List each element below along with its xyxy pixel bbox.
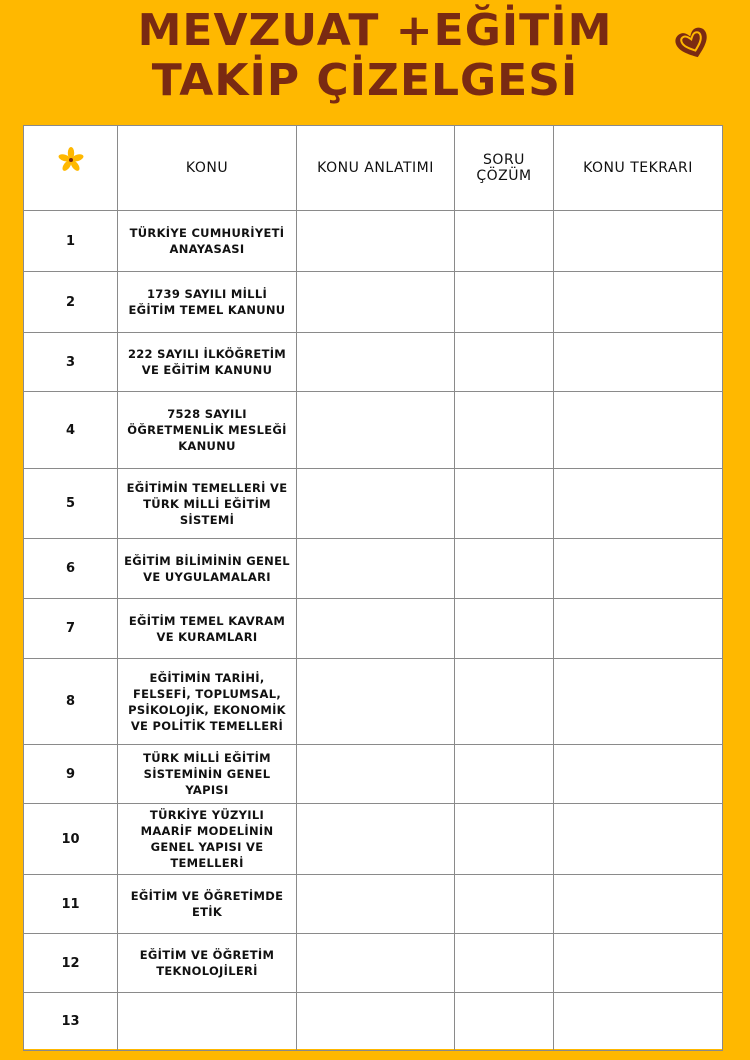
table-row [24, 804, 723, 875]
row-topic: EĞİTİM VE ÖĞRETİMDE ETİK [118, 875, 297, 934]
konu-tekrari-cell[interactable] [554, 745, 723, 804]
title-line-2: TAKİP ÇİZELGESİ [151, 55, 579, 106]
row-number: 8 [24, 659, 118, 745]
row-topic: TÜRKİYE CUMHURİYETİ ANAYASASI [118, 211, 297, 272]
table-row [24, 875, 723, 934]
row-number: 6 [24, 539, 118, 599]
soru-cozum-cell[interactable] [455, 272, 554, 333]
row-topic: 1739 SAYILI MİLLİ EĞİTİM TEMEL KANUNU [118, 272, 297, 333]
konu-anlatimi-cell[interactable] [297, 875, 455, 934]
konu-tekrari-cell[interactable] [554, 804, 723, 875]
row-topic: EĞİTİMİN TARİHİ, FELSEFİ, TOPLUMSAL, PSİKOLOJİK, EKONOMİK VE POLİTİK TEMELLERİ [118, 659, 297, 745]
title-line-1: MEVZUAT +EĞİTİM [137, 5, 613, 56]
soru-cozum-cell[interactable] [455, 333, 554, 392]
konu-tekrari-cell[interactable] [554, 599, 723, 659]
row-topic: 7528 SAYILI ÖĞRETMENLİK MESLEĞİ KANUNU [118, 392, 297, 469]
soru-cozum-cell[interactable] [455, 392, 554, 469]
soru-cozum-cell[interactable] [455, 934, 554, 993]
soru-cozum-cell[interactable] [455, 993, 554, 1051]
row-number: 13 [24, 993, 118, 1051]
row-topic: 222 SAYILI İLKÖĞRETİM VE EĞİTİM KANUNU [118, 333, 297, 392]
konu-tekrari-cell[interactable] [554, 333, 723, 392]
konu-anlatimi-cell[interactable] [297, 745, 455, 804]
row-topic: EĞİTİM TEMEL KAVRAM VE KURAMLARI [118, 599, 297, 659]
konu-tekrari-cell[interactable] [554, 875, 723, 934]
heart-icon [673, 24, 713, 64]
konu-anlatimi-cell[interactable] [297, 539, 455, 599]
konu-tekrari-cell[interactable] [554, 211, 723, 272]
soru-cozum-cell[interactable] [455, 659, 554, 745]
konu-tekrari-cell[interactable] [554, 993, 723, 1051]
konu-tekrari-cell[interactable] [554, 934, 723, 993]
konu-anlatimi-cell[interactable] [297, 993, 455, 1051]
soru-cozum-cell[interactable] [455, 469, 554, 539]
table-row [24, 599, 723, 659]
row-number: 10 [24, 804, 118, 875]
soru-cozum-cell[interactable] [455, 804, 554, 875]
soru-cozum-cell[interactable] [455, 539, 554, 599]
konu-anlatimi-cell[interactable] [297, 272, 455, 333]
konu-tekrari-cell[interactable] [554, 539, 723, 599]
row-number: 7 [24, 599, 118, 659]
soru-cozum-cell[interactable] [455, 599, 554, 659]
konu-tekrari-cell[interactable] [554, 272, 723, 333]
row-topic: EĞİTİM BİLİMİNİN GENEL VE UYGULAMALARI [118, 539, 297, 599]
row-number: 4 [24, 392, 118, 469]
row-topic: EĞİTİM VE ÖĞRETİM TEKNOLOJİLERİ [118, 934, 297, 993]
row-topic: TÜRK MİLLİ EĞİTİM SİSTEMİNİN GENEL YAPISI [118, 745, 297, 804]
konu-anlatimi-cell[interactable] [297, 599, 455, 659]
header-konu: KONU [118, 126, 297, 211]
table-row [24, 469, 723, 539]
table-row [24, 211, 723, 272]
konu-anlatimi-cell[interactable] [297, 469, 455, 539]
konu-tekrari-cell[interactable] [554, 392, 723, 469]
konu-anlatimi-cell[interactable] [297, 659, 455, 745]
konu-anlatimi-cell[interactable] [297, 392, 455, 469]
tracking-table-wrapper [23, 125, 722, 1049]
table-row [24, 539, 723, 599]
table-row [24, 993, 723, 1051]
row-number: 1 [24, 211, 118, 272]
table-row [24, 333, 723, 392]
row-topic: EĞİTİMİN TEMELLERİ VE TÜRK MİLLİ EĞİTİM SİSTEMİ [118, 469, 297, 539]
header-soru-cozum: SORU ÇÖZÜM [455, 126, 554, 211]
header-row [24, 126, 723, 211]
row-topic: TÜRKİYE YÜZYILI MAARİF MODELİNİN GENEL YAPISI VE TEMELLERİ [118, 804, 297, 875]
konu-tekrari-cell[interactable] [554, 469, 723, 539]
konu-tekrari-cell[interactable] [554, 659, 723, 745]
header-konu-anlatimi: KONU ANLATIMI [297, 126, 455, 211]
konu-anlatimi-cell[interactable] [297, 211, 455, 272]
table-row [24, 392, 723, 469]
row-number: 2 [24, 272, 118, 333]
row-number: 11 [24, 875, 118, 934]
table-row [24, 659, 723, 745]
row-topic [118, 993, 297, 1051]
konu-anlatimi-cell[interactable] [297, 333, 455, 392]
table-row [24, 272, 723, 333]
soru-cozum-cell[interactable] [455, 875, 554, 934]
row-number: 12 [24, 934, 118, 993]
row-number: 5 [24, 469, 118, 539]
row-number: 3 [24, 333, 118, 392]
header-konu-tekrari: KONU TEKRARI [554, 126, 723, 211]
konu-anlatimi-cell[interactable] [297, 804, 455, 875]
table-row [24, 745, 723, 804]
konu-anlatimi-cell[interactable] [297, 934, 455, 993]
soru-cozum-cell[interactable] [455, 745, 554, 804]
star-icon [58, 147, 84, 173]
header-corner-cell [24, 126, 118, 211]
tracking-table [23, 125, 723, 1051]
table-row [24, 934, 723, 993]
page-title [0, 6, 750, 106]
soru-cozum-cell[interactable] [455, 211, 554, 272]
row-number: 9 [24, 745, 118, 804]
